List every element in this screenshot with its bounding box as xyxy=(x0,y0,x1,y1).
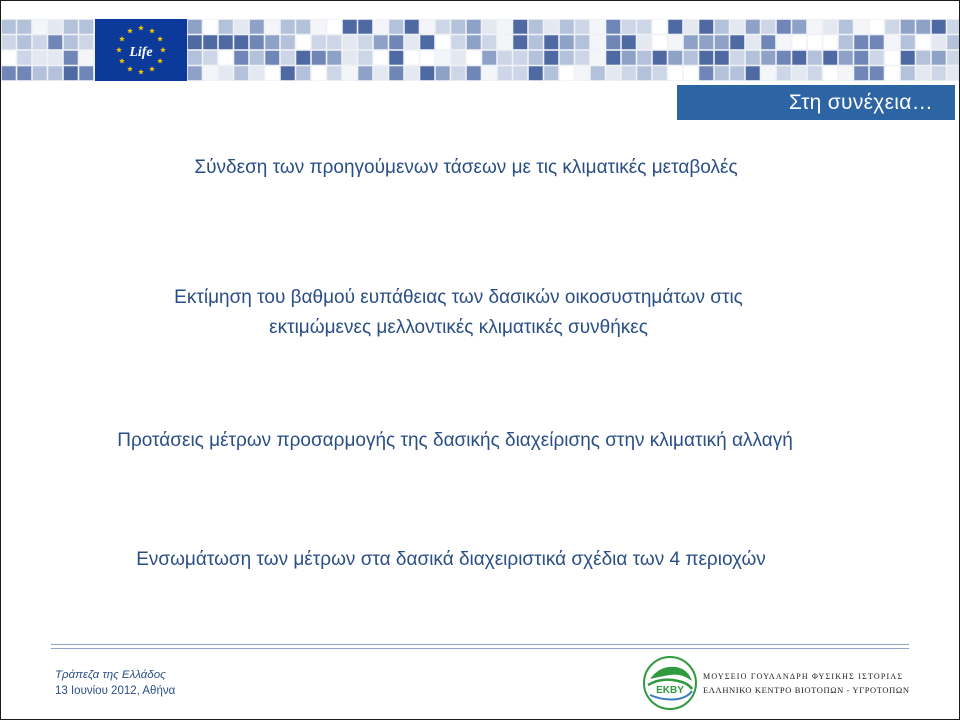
mosaic-tile xyxy=(358,51,372,65)
mosaic-tile xyxy=(699,66,713,80)
mosaic-tile xyxy=(405,51,419,65)
mosaic-tile xyxy=(17,20,31,34)
mosaic-tile xyxy=(250,51,264,65)
mosaic-tile xyxy=(436,20,450,34)
content-item-2 xyxy=(1,283,916,343)
mosaic-tile xyxy=(591,66,605,80)
content-item-2-line-2: εκτιμώμενες μελλοντικές κλιματικές συνθήκες xyxy=(269,317,648,338)
mosaic-tile xyxy=(622,35,636,49)
mosaic-tile xyxy=(529,20,543,34)
mosaic-tile xyxy=(513,51,527,65)
mosaic-tile xyxy=(854,51,868,65)
mosaic-tile xyxy=(715,20,729,34)
mosaic-tile xyxy=(808,66,822,80)
mosaic-tile xyxy=(358,20,372,34)
mosaic-tile xyxy=(932,20,946,34)
mosaic-tile xyxy=(699,35,713,49)
mosaic-tile xyxy=(265,20,279,34)
mosaic-tile xyxy=(606,66,620,80)
mosaic-tile xyxy=(668,66,682,80)
mosaic-tile xyxy=(668,51,682,65)
mosaic-tile xyxy=(885,35,899,49)
mosaic-tile xyxy=(265,51,279,65)
footer-venue: Τράπεζα της Ελλάδος xyxy=(55,669,166,681)
content-item-2-line-1: Εκτίμηση του βαθμού ευπάθειας των δασικών οικοσυστημάτων στις xyxy=(174,287,743,308)
mosaic-tile xyxy=(792,51,806,65)
mosaic-tile xyxy=(281,20,295,34)
mosaic-tile xyxy=(761,66,775,80)
mosaic-tile xyxy=(389,20,403,34)
mosaic-tile xyxy=(498,35,512,49)
mosaic-tile xyxy=(653,51,667,65)
content-item-4 xyxy=(1,545,901,575)
mosaic-tile xyxy=(544,35,558,49)
mosaic-tile xyxy=(761,51,775,65)
mosaic-tile xyxy=(560,35,574,49)
mosaic-tile xyxy=(591,20,605,34)
mosaic-tile xyxy=(219,20,233,34)
mosaic-tile xyxy=(451,66,465,80)
mosaic-tile xyxy=(901,66,915,80)
mosaic-tile xyxy=(234,20,248,34)
mosaic-tile xyxy=(48,51,62,65)
mosaic-tile xyxy=(405,35,419,49)
mosaic-tile xyxy=(203,51,217,65)
content-item-1 xyxy=(1,153,931,183)
mosaic-tile xyxy=(188,20,202,34)
mosaic-tile xyxy=(544,66,558,80)
mosaic-tile xyxy=(265,66,279,80)
mosaic-tile xyxy=(854,35,868,49)
mosaic-tile xyxy=(64,51,78,65)
mosaic-tile xyxy=(513,20,527,34)
mosaic-tile xyxy=(219,66,233,80)
mosaic-tile xyxy=(746,35,760,49)
mosaic-tile xyxy=(296,35,310,49)
mosaic-tile xyxy=(389,51,403,65)
mosaic-tile xyxy=(916,66,930,80)
mosaic-tile xyxy=(668,35,682,49)
mosaic-tile xyxy=(405,20,419,34)
mosaic-tile xyxy=(854,66,868,80)
mosaic-tile xyxy=(17,66,31,80)
mosaic-tile xyxy=(544,20,558,34)
mosaic-tile xyxy=(792,66,806,80)
mosaic-tile xyxy=(389,35,403,49)
mosaic-tile xyxy=(823,66,837,80)
mosaic-tile xyxy=(591,35,605,49)
mosaic-tile xyxy=(312,20,326,34)
mosaic-tile xyxy=(374,66,388,80)
mosaic-tile xyxy=(451,20,465,34)
mosaic-tile xyxy=(823,35,837,49)
mosaic-tile xyxy=(250,35,264,49)
mosaic-tile xyxy=(916,20,930,34)
mosaic-tile xyxy=(808,20,822,34)
mosaic-tile xyxy=(250,66,264,80)
mosaic-tile xyxy=(684,35,698,49)
mosaic-tile xyxy=(684,20,698,34)
institution-line-1: ΜΟΥΣΕΙΟ ΓΟΥΛΑΝΔΡΗ ΦΥΣΙΚΗΣ ΙΣΤΟΡΙΑΣ xyxy=(703,672,904,681)
mosaic-tile xyxy=(79,20,93,34)
mosaic-tile xyxy=(343,20,357,34)
mosaic-tile xyxy=(389,66,403,80)
mosaic-tile xyxy=(482,51,496,65)
mosaic-tile xyxy=(622,66,636,80)
mosaic-tile xyxy=(746,20,760,34)
mosaic-tile xyxy=(250,20,264,34)
mosaic-tile xyxy=(48,66,62,80)
mosaic-tile xyxy=(606,20,620,34)
mosaic-tile xyxy=(808,51,822,65)
mosaic-tile xyxy=(482,35,496,49)
mosaic-tile xyxy=(606,35,620,49)
mosaic-tile xyxy=(374,51,388,65)
mosaic-tile xyxy=(947,51,959,65)
mosaic-tile xyxy=(699,20,713,34)
mosaic-tile xyxy=(513,35,527,49)
mosaic-tile xyxy=(653,66,667,80)
mosaic-tile xyxy=(637,51,651,65)
mosaic-tile xyxy=(48,35,62,49)
mosaic-tile xyxy=(467,20,481,34)
mosaic-tile xyxy=(761,20,775,34)
mosaic-tile xyxy=(296,51,310,65)
mosaic-tile xyxy=(870,66,884,80)
mosaic-tile xyxy=(405,66,419,80)
mosaic-tile xyxy=(637,66,651,80)
mosaic-tile xyxy=(730,51,744,65)
mosaic-tile xyxy=(932,51,946,65)
mosaic-tile xyxy=(17,35,31,49)
mosaic-tile xyxy=(234,35,248,49)
mosaic-tile xyxy=(653,20,667,34)
mosaic-tile xyxy=(64,20,78,34)
mosaic-tile xyxy=(947,20,959,34)
mosaic-tile xyxy=(637,35,651,49)
mosaic-tile xyxy=(498,66,512,80)
mosaic-tile xyxy=(358,66,372,80)
mosaic-tile xyxy=(885,20,899,34)
mosaic-tile xyxy=(482,20,496,34)
mosaic-tile xyxy=(2,66,16,80)
mosaic-tile xyxy=(188,51,202,65)
mosaic-tile xyxy=(203,35,217,49)
mosaic-tile xyxy=(932,35,946,49)
mosaic-tile xyxy=(358,35,372,49)
mosaic-tile xyxy=(482,66,496,80)
mosaic-tile xyxy=(544,51,558,65)
mosaic-tile xyxy=(79,51,93,65)
mosaic-tile xyxy=(932,66,946,80)
life-logo-text: Life xyxy=(129,45,153,60)
mosaic-tile xyxy=(420,66,434,80)
mosaic-tile xyxy=(823,51,837,65)
mosaic-tile xyxy=(327,51,341,65)
mosaic-tile xyxy=(327,35,341,49)
mosaic-tile xyxy=(281,35,295,49)
mosaic-tile xyxy=(901,35,915,49)
mosaic-tile xyxy=(2,35,16,49)
mosaic-tile xyxy=(529,35,543,49)
mosaic-tile xyxy=(575,66,589,80)
mosaic-tile xyxy=(327,66,341,80)
mosaic-tile xyxy=(947,66,959,80)
mosaic-tile xyxy=(79,35,93,49)
institution-name xyxy=(703,671,910,697)
mosaic-tile xyxy=(885,66,899,80)
mosaic-tile xyxy=(281,66,295,80)
mosaic-tile xyxy=(730,35,744,49)
content-item-1-line-1: Σύνδεση των προηγούμενων τάσεων με τις κλιματικές μεταβολές xyxy=(194,157,738,178)
mosaic-tile xyxy=(374,20,388,34)
mosaic-tile xyxy=(839,35,853,49)
institution-line-2: ΕΛΛΗΝΙΚΟ ΚΕΝΤΡΟ ΒΙΟΤΟΠΩΝ - ΥΓΡΟΤΟΠΩΝ xyxy=(703,685,910,695)
mosaic-tile xyxy=(467,51,481,65)
mosaic-tile xyxy=(591,51,605,65)
mosaic-tile xyxy=(436,35,450,49)
mosaic-tile xyxy=(420,20,434,34)
mosaic-tile xyxy=(653,35,667,49)
footer-event-info xyxy=(55,667,175,699)
mosaic-tile xyxy=(529,51,543,65)
mosaic-tile xyxy=(575,51,589,65)
mosaic-tile xyxy=(343,51,357,65)
mosaic-tile xyxy=(498,20,512,34)
mosaic-tile xyxy=(839,51,853,65)
mosaic-tile xyxy=(947,35,959,49)
mosaic-tile xyxy=(296,66,310,80)
mosaic-tile xyxy=(560,51,574,65)
mosaic-tile xyxy=(234,66,248,80)
mosaic-tile xyxy=(715,35,729,49)
life-logo xyxy=(95,19,187,81)
mosaic-tile xyxy=(916,51,930,65)
mosaic-tile xyxy=(839,20,853,34)
mosaic-tile xyxy=(513,66,527,80)
mosaic-tile xyxy=(451,35,465,49)
mosaic-tile xyxy=(575,20,589,34)
footer-date: 13 Ιουνίου 2012, Αθήνα xyxy=(55,685,176,697)
mosaic-tile xyxy=(33,20,47,34)
mosaic-tile xyxy=(234,51,248,65)
mosaic-tile xyxy=(901,51,915,65)
mosaic-tile xyxy=(746,51,760,65)
mosaic-tile xyxy=(343,35,357,49)
mosaic-tile xyxy=(296,20,310,34)
mosaic-tile xyxy=(64,66,78,80)
mosaic-tile xyxy=(79,66,93,80)
mosaic-tile xyxy=(420,35,434,49)
mosaic-tile xyxy=(792,35,806,49)
content-item-3-line-1: Προτάσεις μέτρων προσαρμογής της δασικής διαχείρισης στην κλιματική αλλαγή xyxy=(117,430,793,451)
eu-stars-icon xyxy=(95,19,187,81)
mosaic-tile xyxy=(498,51,512,65)
mosaic-tile xyxy=(33,66,47,80)
mosaic-tile xyxy=(265,35,279,49)
mosaic-tile xyxy=(870,35,884,49)
mosaic-tile xyxy=(560,66,574,80)
mosaic-tile xyxy=(343,66,357,80)
mosaic-tile xyxy=(870,51,884,65)
mosaic-tile xyxy=(420,51,434,65)
mosaic-tile xyxy=(761,35,775,49)
mosaic-tile xyxy=(870,20,884,34)
mosaic-tile xyxy=(312,35,326,49)
ekby-logo-icon xyxy=(642,655,698,711)
mosaic-tile xyxy=(575,35,589,49)
mosaic-tile xyxy=(327,20,341,34)
mosaic-tile xyxy=(203,66,217,80)
mosaic-tile xyxy=(777,35,791,49)
mosaic-tile xyxy=(64,35,78,49)
mosaic-tile xyxy=(436,51,450,65)
mosaic-tile xyxy=(622,20,636,34)
mosaic-tile xyxy=(792,20,806,34)
footer-divider xyxy=(51,644,909,649)
mosaic-tile xyxy=(684,66,698,80)
mosaic-tile xyxy=(203,20,217,34)
mosaic-tile xyxy=(715,66,729,80)
mosaic-tile xyxy=(715,51,729,65)
mosaic-tile xyxy=(281,51,295,65)
mosaic-tile xyxy=(33,35,47,49)
mosaic-tile xyxy=(746,66,760,80)
mosaic-tile xyxy=(560,20,574,34)
mosaic-tile xyxy=(451,51,465,65)
mosaic-tile xyxy=(823,20,837,34)
mosaic-tile xyxy=(2,51,16,65)
mosaic-tile xyxy=(219,51,233,65)
mosaic-tile xyxy=(467,35,481,49)
ekby-logo-text: EKBY xyxy=(656,685,684,696)
mosaic-tile xyxy=(312,66,326,80)
mosaic-tile xyxy=(219,35,233,49)
mosaic-tile xyxy=(188,66,202,80)
mosaic-tile xyxy=(699,51,713,65)
mosaic-tile xyxy=(777,66,791,80)
mosaic-tile xyxy=(854,20,868,34)
mosaic-tile xyxy=(436,66,450,80)
mosaic-tile xyxy=(730,66,744,80)
mosaic-tile xyxy=(48,20,62,34)
mosaic-tile xyxy=(529,66,543,80)
mosaic-tile xyxy=(901,20,915,34)
mosaic-tile xyxy=(312,51,326,65)
mosaic-tile xyxy=(33,51,47,65)
mosaic-tile xyxy=(467,66,481,80)
mosaic-tile xyxy=(839,66,853,80)
content-item-3 xyxy=(1,426,909,456)
mosaic-tile xyxy=(777,51,791,65)
mosaic-tile xyxy=(885,51,899,65)
mosaic-tile xyxy=(188,35,202,49)
mosaic-tile xyxy=(808,35,822,49)
mosaic-tile xyxy=(622,51,636,65)
content-item-4-line-1: Ενσωμάτωση των μέτρων στα δασικά διαχειριστικά σχέδια των 4 περιοχών xyxy=(136,549,766,570)
mosaic-tile xyxy=(17,51,31,65)
mosaic-tile xyxy=(668,20,682,34)
mosaic-tile xyxy=(730,20,744,34)
mosaic-tile xyxy=(637,20,651,34)
mosaic-tile xyxy=(374,35,388,49)
mosaic-tile xyxy=(606,51,620,65)
mosaic-tile xyxy=(2,20,16,34)
section-title: Στη συνέχεια… xyxy=(677,85,955,120)
mosaic-tile xyxy=(777,20,791,34)
mosaic-tile xyxy=(684,51,698,65)
mosaic-tile xyxy=(916,35,930,49)
